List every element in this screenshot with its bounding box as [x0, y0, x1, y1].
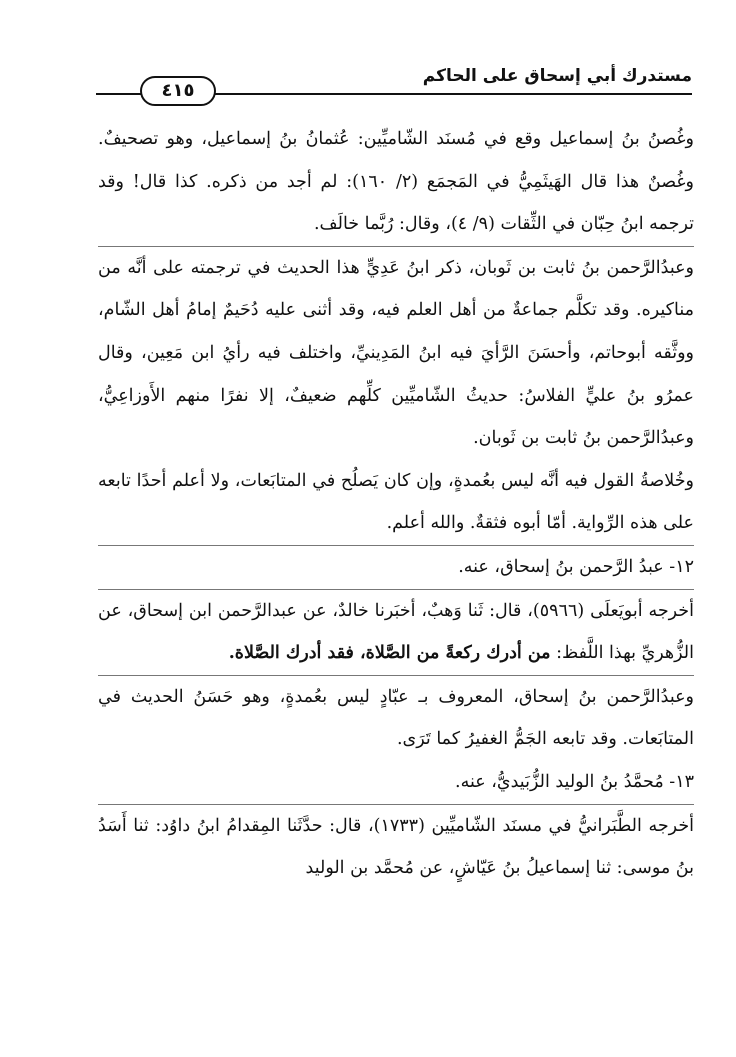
paragraph: وعبدُالرَّحمن بنُ إسحاق، المعروف بـ عبّادٍ ليس بعُمدةٍ، وهو حَسَنُ الحديث في المتابَعات. وقد تابعه الجَمُّ الغفيرُ كما تَرَى.: [98, 686, 694, 750]
hadith-quote: من أدرك ركعةً من الصَّلاة، فقد أدرك الصَّلاة.: [228, 643, 551, 664]
page-number-badge: ٤١٥: [140, 76, 216, 106]
section-heading: ١٣- مُحمَّدُ بنُ الوليد الزُّبَيديُّ، عنه.: [98, 761, 694, 805]
section-heading: ١٢- عبدُ الرَّحمن بنُ إسحاق، عنه.: [98, 546, 694, 590]
paragraph: وعبدُالرَّحمن بنُ ثابت بن ثَوبان، ذكر ابنُ عَدِيٍّ هذا الحديث في ترجمته على أنَّه من مناكيره. وقد تكلَّم جماعةٌ من أهل العلم فيه، وقد أثنى عليه دُحَيمٌ إمامُ أهل الشّام، ووثَّقه أبوحاتم، وأحسَنَ الرَّأيَ فيه ابنُ المَدِينيِّ، واختلف فيه رأيُ ابن مَعِين، وقال عمرُو بنُ عليٍّ الفلاسُ: حديثُ الشّاميِّين كلِّهم ضعيفٌ، إلا نفرًا منهم الأَوزاعِيُّ، وعبدُالرَّحمن بنُ ثابت بن ثَوبان.: [98, 257, 694, 449]
running-title: مستدرك أبي إسحاق على الحاكم: [422, 66, 692, 86]
paragraph: وخُلاصةُ القول فيه أنَّه ليس بعُمدةٍ، وإن كان يَصلُح في المتابَعات، ولا أعلم أحدًا تابعه على هذه الرِّواية. أمّا أبوه فثقةٌ. والله أعلم.: [98, 460, 694, 546]
paragraph: [98, 590, 694, 676]
paragraph: أخرجه الطَّبَرانيُّ في مسنَد الشّاميِّين (١٧٣٣)، قال: حدَّثَنا المِقدامُ ابنُ داوُد: ثنا أَسَدُ بنُ موسى: ثنا إسماعيلُ بنُ عَيّاشٍ، عن مُحمَّد بن الوليد: [98, 815, 694, 879]
page-body: [98, 118, 694, 890]
paragraph: وغُصنُ بنُ إسماعيل وقع في مُسنَد الشّاميِّين: عُثمانُ بنُ إسماعيل، وهو تصحيفٌ. وغُصنٌ هذا قال الهَيثَمِيُّ في المَجمَع (٢/ ١٦٠): لم أجد من ذكره. كذا قال! وقد ترجمه ابنُ حِبّان في الثِّقات (٩/ ٤)، وقال: رُبَّما خالَف.: [98, 118, 694, 247]
paragraph-text: أخرجه أبويَعلَى (٥٩٦٦)، قال: ثَنا وَهبٌ، أخبَرنا خالدٌ، عن عبدالرَّحمن ابن إسحاق، عن الزُّهريِّ بهذا اللَّفظ:: [98, 600, 694, 664]
running-header: [96, 60, 692, 100]
